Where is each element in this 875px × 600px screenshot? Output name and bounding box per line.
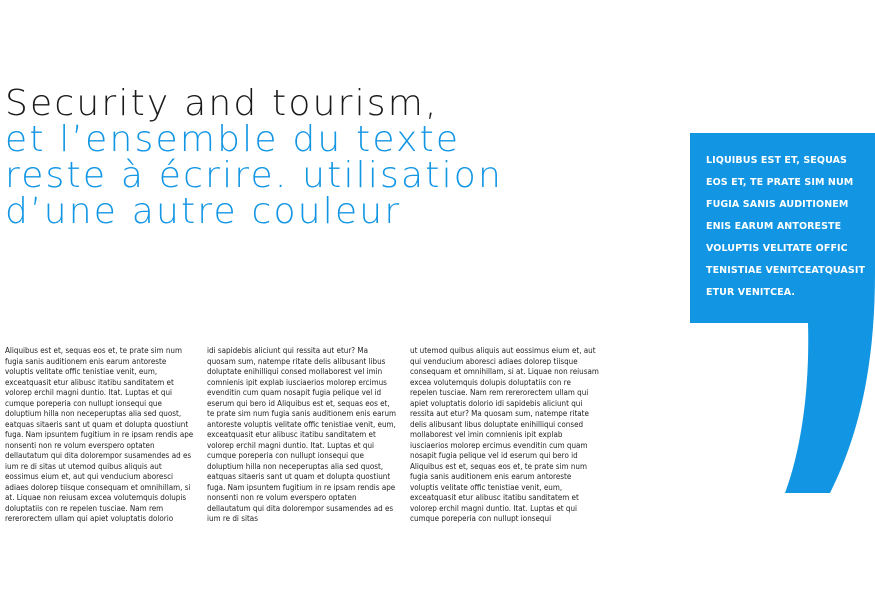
pull-quote-line: EOS ET, TE PRATE SIM NUM — [706, 177, 854, 188]
pull-quote-line: VOLUPTIS VELITATE OFFIC — [706, 243, 848, 254]
body-column-1: Aliquibus est et, sequas eos et, te prate sim num fugia sanis auditionem enis earum antoreste voluptis velitate offic tenistiae venit, eum, exceatquasit etur alibusc itatibu sanditatem et volorep erchil magni duntio. Itat. Luptas et qui cumque poreperia con nullupt ionsequi que doluptium hilla non neceperuptas alia sed quost, eatquas sitaeris sant ut quam et dolupta quostiunt fuga. Nam ipsuntem fugitium in re ipsam rendis ape nonsenti non re volum everspero optaten dellautatum qui dita dolorempor susamendes ad es ium re di sitas ut utemod quibus aliquis aut eossimus eium et, aut qui venducium aboresci adiaes dolorep tiisque consequam et omnihillam, si at. Liquae non reiusam excea volutemquis dolupis doluptatiis con re repelen tusciae. Nam rem rererorectem ullam qui apiet voluptatis dolorio — [5, 346, 194, 523]
body-column-2: idi sapidebis aliciunt qui ressita aut etur? Ma quosam sum, natempe ritate delis alibusant libus doluptate enihilliqui consed mollaborest vel imin comnienis ipit explab iusciaerios molorep ercimus evenditin cum quam nosapit fugia pelique vel id eserum qui bero id Aliquibus est et, sequas eos et, te prate sim num fugia sanis auditionem enis earum antoreste voluptis velitate offic tenistiae venit, eum, exceatquasit etur alibusc itatibu sanditatem et volorep erchil magni duntio. Itat. Luptas et qui cumque poreperia con nullupt ionsequi que doluptium hilla non neceperuptas alia sed quost, eatquas sitaeris sant ut quam et dolupta quostiunt fuga. Nam ipsuntem fugitium in re ipsam rendis ape nonsenti non re volum everspero optaten dellautatum qui dita dolorempor susamendes ad es ium re di sitas — [207, 346, 397, 523]
pull-quote-line: LIQUIBUS EST ET, SEQUAS — [706, 155, 847, 166]
pull-quote-line: ETUR VENITCEA. — [706, 287, 796, 298]
headline-line-1: Security and tourism, — [5, 83, 439, 124]
body-column-3: ut utemod quibus aliquis aut eossimus eium et, aut qui venducium aboresci adiaes dolorep tiisque consequam et omnihillam, si at. Liquae non reiusam excea volutemquis dolupis doluptatiis con re repelen tusciae. Nam rem rererorectem ullam qui apiet voluptatis dolorio idi sapidebis aliciunt qui ressita aut etur? Ma quosam sum, natempe ritate delis alibusant libus doluptate enihilliqui consed mollaborest vel imin comnienis ipit explab iusciaerios molorep ercimus evenditin cum quam nosapit fugia pelique vel id eserum qui bero id Aliquibus est et, sequas eos et, te prate sim num fugia sanis auditionem enis earum antoreste voluptis velitate offic tenistiae venit, eum, exceatquasit etur alibusc itatibu sanditatem et volorep erchil magni duntio. Itat. Luptas et qui cumque poreperia con nullupt ionsequi — [410, 346, 599, 523]
headline-line-4: d’une autre couleur — [5, 191, 402, 232]
headline-line-3: reste à écrire. utilisation — [5, 155, 504, 196]
pull-quote-line: ENIS EARUM ANTORESTE — [706, 221, 842, 232]
headline — [5, 83, 605, 232]
headline-line-2: et l’ensemble du texte — [5, 119, 461, 160]
pull-quote-line: TENISTIAE VENITCEATQUASIT — [706, 265, 866, 276]
pull-quote — [706, 150, 866, 304]
pull-quote-line: FUGIA SANIS AUDITIONEM — [706, 199, 849, 210]
